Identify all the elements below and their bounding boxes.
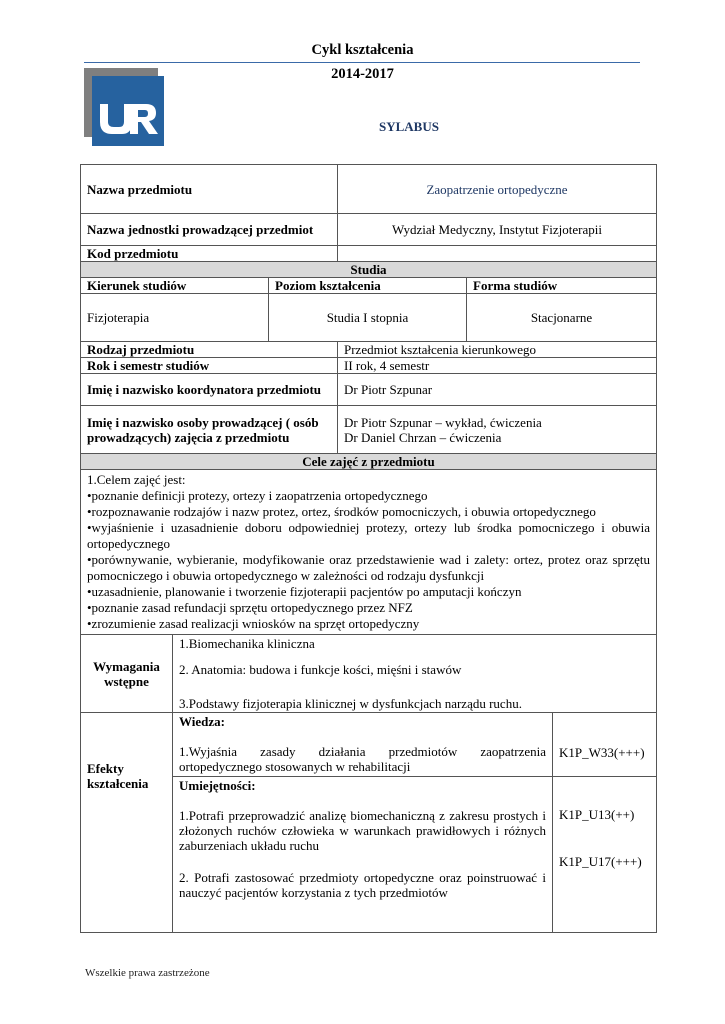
effects-label: Efekty kształcenia [81, 713, 173, 933]
coordinator-label: Imię i nazwisko koordynatora przedmiotu [81, 374, 338, 406]
header-rule [84, 62, 640, 63]
requirement-item: 3.Podstawy fizjoterapia klinicznej w dysfunkcjach narządu ruchu. [179, 696, 522, 711]
goals-list [81, 470, 657, 635]
goal-item: •poznanie zasad refundacji sprzętu ortopedycznego przez NFZ [87, 600, 413, 615]
requirement-item: 1.Biomechanika kliniczna [179, 636, 315, 651]
course-type-value: Przedmiot kształcenia kierunkowego [338, 342, 657, 358]
teacher-value [338, 406, 657, 454]
year-semester-value: II rok, 4 semestr [338, 358, 657, 374]
goal-item: 1.Celem zajęć jest: [87, 472, 186, 487]
requirement-item: 2. Anatomia: budowa i funkcje kości, mięśni i stawów [179, 662, 462, 677]
teacher-value-2: Dr Daniel Chrzan – ćwiczenia [344, 429, 502, 445]
skills-item-1: 1.Potrafi przeprowadzić analizę biomechaniczną z zakresu prostych i złożonych ruchów człowieka w warunkach prawidłowych i różnych zaburzeniach układu ruchu [179, 808, 546, 853]
cycle-label: Cykl kształcenia [311, 42, 414, 58]
goal-item: •poznanie definicji protezy, ortezy i zaopatrzenia ortopedycznego [87, 488, 428, 503]
goal-item: •wyjaśnienie i uzasadnienie doboru odpowiedniej protezy, ortezy lub środka pomocniczego i obuwia ortopedycznego [87, 520, 650, 551]
knowledge-item: 1.Wyjaśnia zasady działania przedmiotów zaopatrzenia ortopedycznego stosowanych w rehabilitacji [179, 744, 546, 774]
coordinator-value: Dr Piotr Szpunar [338, 374, 657, 406]
course-type-label: Rodzaj przedmiotu [81, 342, 338, 358]
ur-university-logo-icon [92, 76, 164, 146]
unit-label: Nazwa jednostki prowadzącej przedmiot [81, 214, 338, 246]
knowledge-cell [173, 713, 553, 777]
document-type: SYLABUS [379, 119, 439, 134]
level-value: Studia I stopnia [269, 294, 467, 342]
unit-value: Wydział Medyczny, Instytut Fizjoterapii [338, 214, 657, 246]
skills-cell [173, 777, 553, 933]
knowledge-code: K1P_W33(+++) [553, 713, 657, 777]
footer-copyright: Wszelkie prawa zastrzeżone [85, 967, 210, 979]
teacher-label: Imię i nazwisko osoby prowadzącej ( osób prowadzących) zajęcia z przedmiotu [81, 406, 338, 454]
field-of-study-value: Fizjoterapia [81, 294, 269, 342]
syllabus-table [80, 164, 657, 933]
course-code-label: Kod przedmiotu [81, 246, 338, 262]
requirements-list [173, 635, 657, 713]
knowledge-title: Wiedza: [179, 714, 225, 729]
goal-item: •uzasadnienie, planowanie i tworzenie fizjoterapii pacjentów po amputacji kończyn [87, 584, 522, 599]
goal-item: •zrozumienie zasad realizacji wniosków na sprzęt ortopedyczny [87, 616, 420, 631]
requirements-label: Wymagania wstępne [81, 635, 173, 713]
cycle-years: 2014-2017 [331, 66, 394, 82]
skills-item-2: 2. Potrafi zastosować przedmioty ortopedyczne oraz poinstruować i nauczyć pacjentów korzystania z tych przedmiotów [179, 870, 546, 900]
study-form-value: Stacjonarne [467, 294, 657, 342]
course-name-label: Nazwa przedmiotu [81, 165, 338, 214]
goal-item: •porównywanie, wybieranie, modyfikowanie oraz przedstawienie wad i zalety: ortez, protez oraz sprzętu pomocniczego i obuwia ortopedycznego w zależności od rodzaju dysfunkcji [87, 552, 650, 583]
skills-code-1: K1P_U13(++) [559, 807, 635, 822]
study-form-header: Forma studiów [467, 278, 657, 294]
skills-code-2: K1P_U17(+++) [559, 854, 642, 869]
level-header: Poziom kształcenia [269, 278, 467, 294]
teacher-value-1: Dr Piotr Szpunar – wykład, ćwiczenia [344, 414, 542, 430]
course-code-value [338, 246, 657, 262]
studies-section-title: Studia [81, 262, 657, 278]
goal-item: •rozpoznawanie rodzajów i nazw protez, ortez, środków pomocniczych, i obuwia ortopedycznego [87, 504, 596, 519]
skills-title: Umiejętności: [179, 778, 256, 793]
year-semester-label: Rok i semestr studiów [81, 358, 338, 374]
skills-codes [553, 777, 657, 933]
field-of-study-header: Kierunek studiów [81, 278, 269, 294]
course-name-value: Zaopatrzenie ortopedyczne [338, 165, 657, 214]
goals-section-title: Cele zajęć z przedmiotu [81, 454, 657, 470]
